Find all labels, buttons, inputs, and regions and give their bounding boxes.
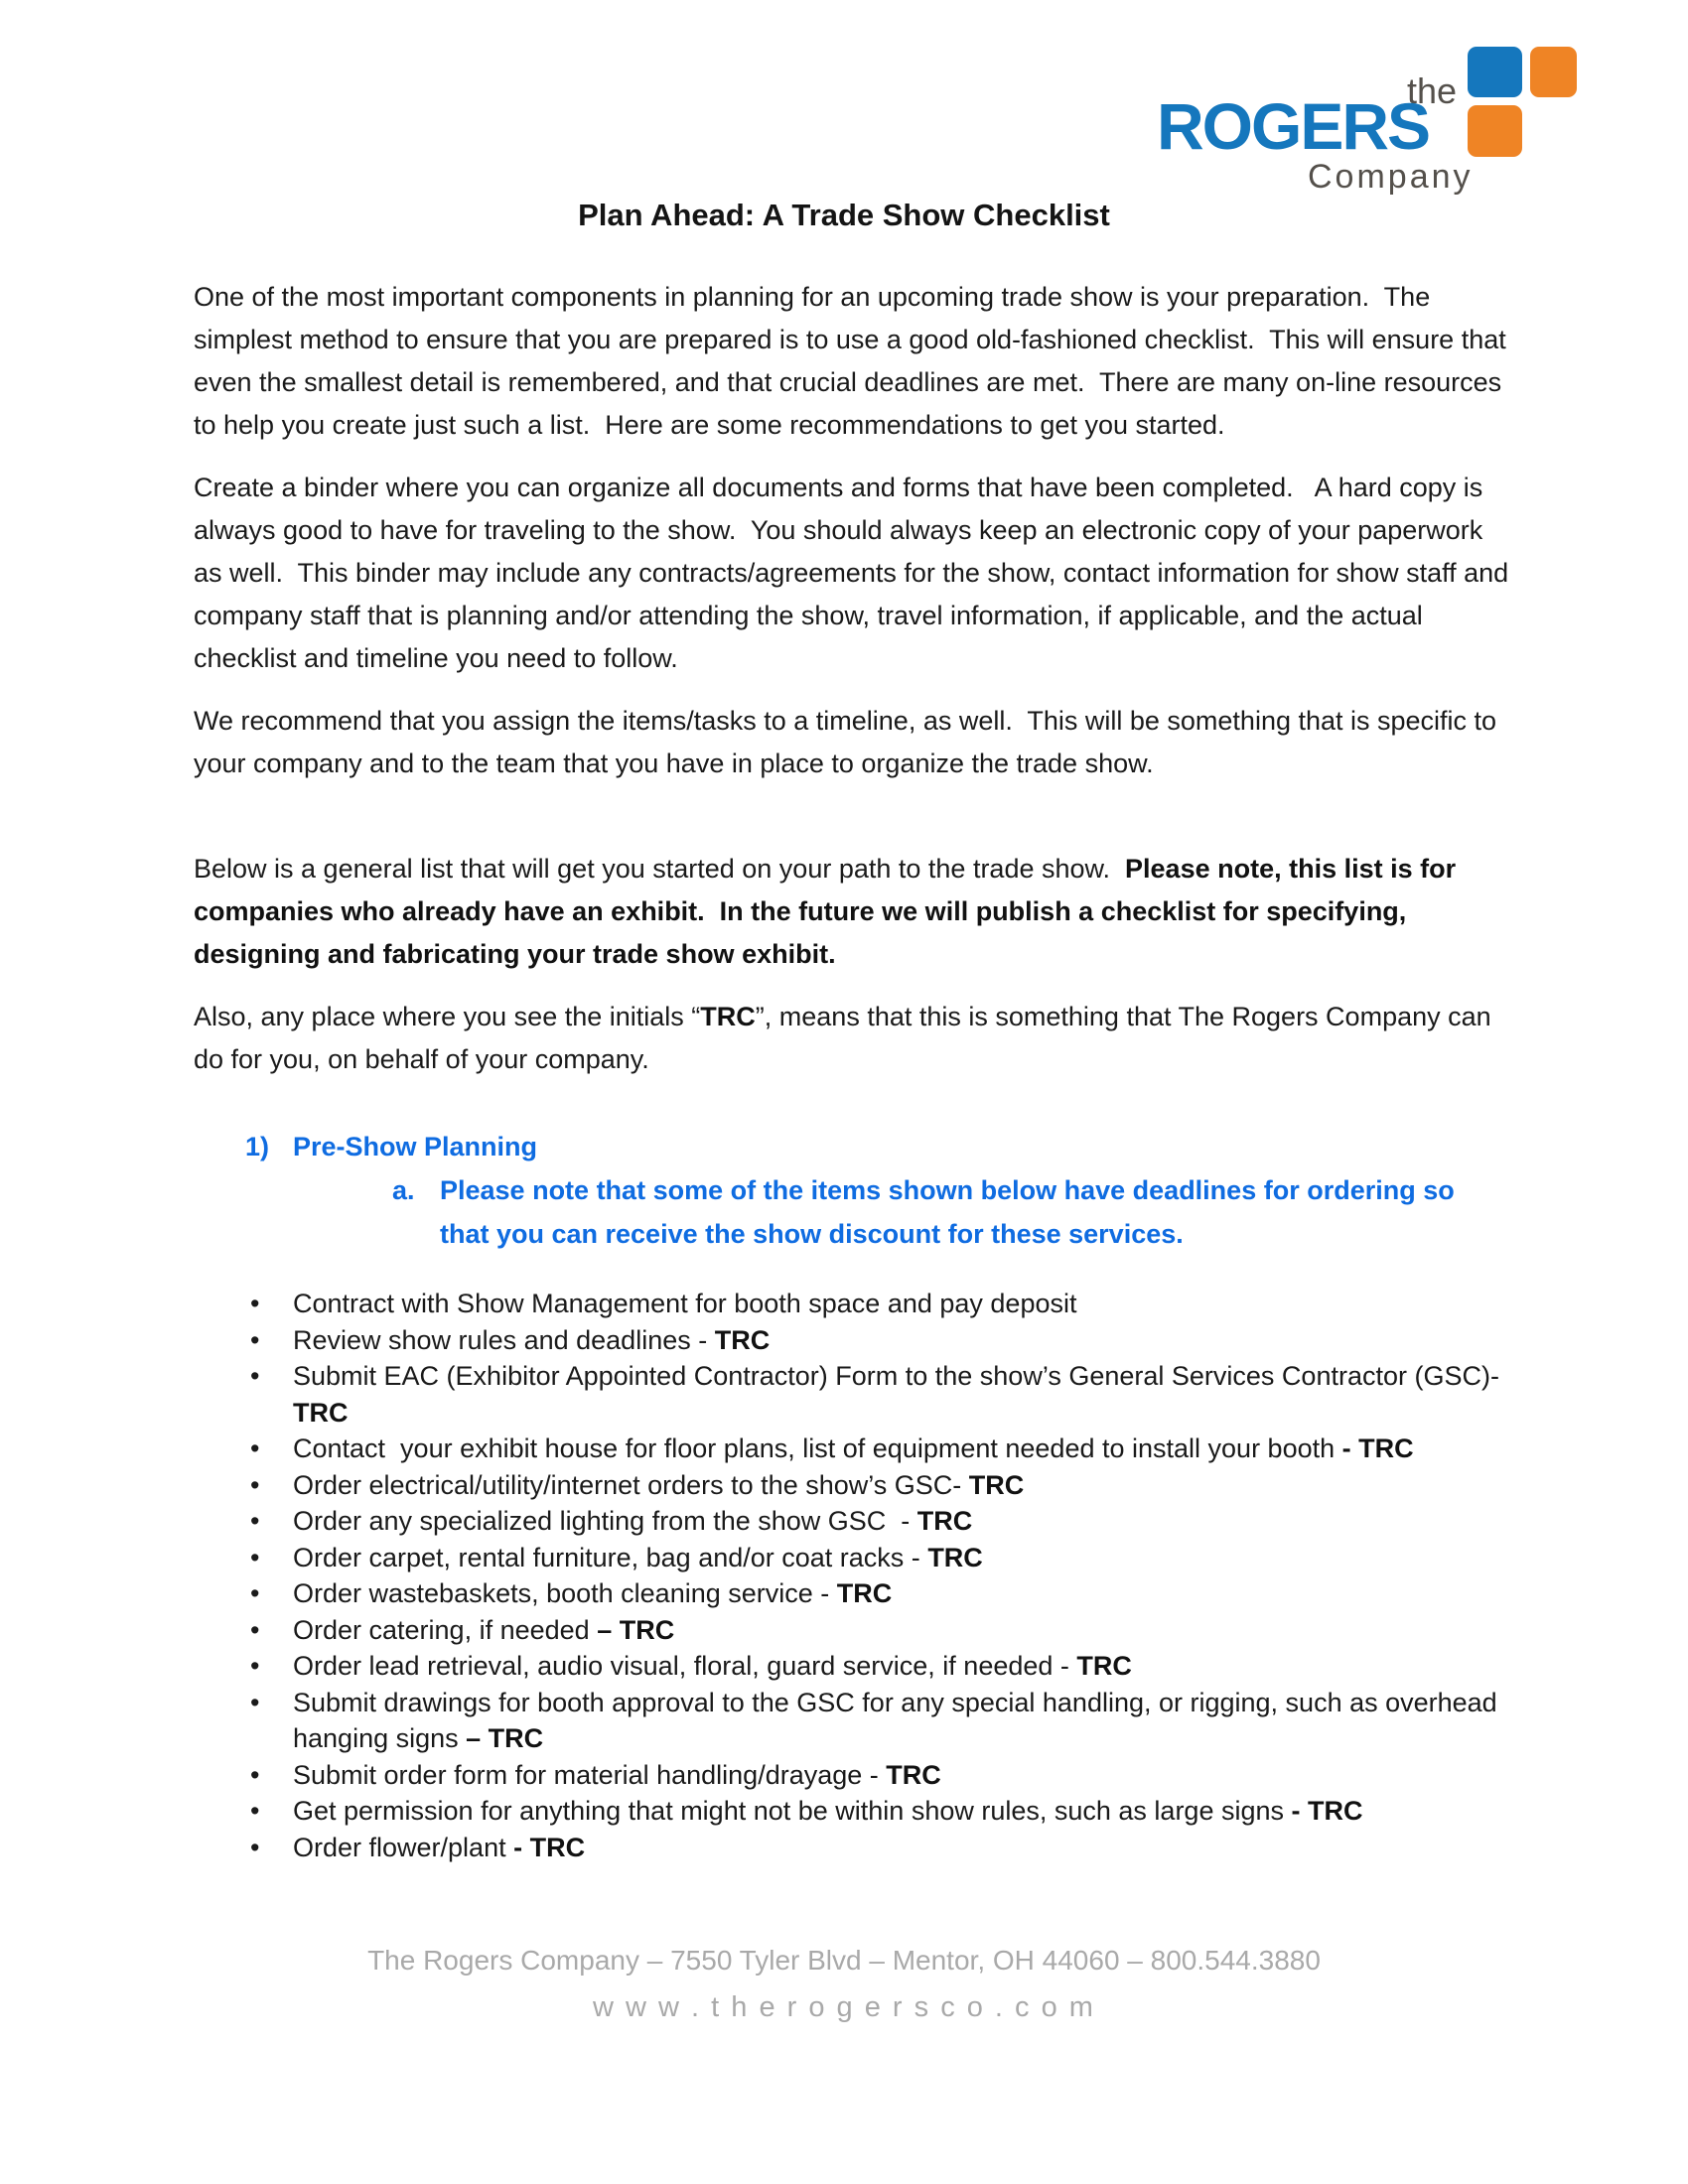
checklist-item-text: Order wastebaskets, booth cleaning service - (293, 1578, 837, 1608)
checklist-item-text: Review show rules and deadlines - (293, 1324, 715, 1355)
checklist-item-text: Order carpet, rental furniture, bag and/or coat racks - (293, 1542, 928, 1572)
checklist-item-text: Submit drawings for booth approval to the GSC for any special handling, or rigging, such as overhead hanging signs (293, 1687, 1505, 1753)
paragraph-intro: One of the most important components in planning for an upcoming trade show is your preparation. The simplest method to ensure that you are prepared is to use a good old-fashioned checklist. This will ensure that even the smallest detail is remembered, and that crucial deadlines are met. There are many on-line resources to help you create just such a list. Here are some recommendations to get you started. (194, 282, 1514, 440)
checklist-item-trc: TRC (836, 1578, 893, 1608)
paragraph-general-list-regular: Below is a general list that will get you started on your path to the trade show. (194, 854, 1126, 884)
checklist-item-trc: – TRC (597, 1614, 675, 1645)
paragraph-trc-note (194, 996, 1509, 1081)
paragraph-binder: Create a binder where you can organize all documents and forms that have been completed. A hard copy is always good to have for traveling to the show. You should always keep an electronic copy of your paperwork as well. This binder may include any contracts/agreements for the show, contact information for show staff and company staff that is planning and/or attending the show, travel information, if applicable, and the actual checklist and timeline you need to follow. (194, 473, 1516, 673)
trc-note-before: Also, any place where you see the initials “ (194, 1002, 701, 1031)
checklist-item-text: Order electrical/utility/internet orders to the show’s GSC- (293, 1469, 969, 1500)
page-footer (0, 1938, 1688, 2031)
section-subitem-a (392, 1168, 1509, 1256)
checklist-item-trc: TRC (714, 1324, 771, 1355)
checklist-item-trc: - TRC (1341, 1433, 1414, 1463)
logo-rogers-text: ROGERS (1157, 89, 1430, 163)
logo-blue-square-icon (1468, 47, 1522, 97)
checklist-item (248, 1793, 1539, 1830)
checklist-item (248, 1540, 1539, 1576)
rogers-company-logo (1137, 42, 1589, 201)
checklist-item-text: Contact your exhibit house for floor plans, list of equipment needed to install your booth (293, 1433, 1342, 1463)
checklist-item-text: Order lead retrieval, audio visual, floral, guard service, if needed - (293, 1651, 1077, 1681)
checklist-item (248, 1358, 1539, 1431)
pre-show-checklist (248, 1286, 1539, 1865)
paragraph-general-list (194, 848, 1509, 976)
checklist-item-text: Order flower/plant (293, 1832, 514, 1862)
page-title: Plan Ahead: A Trade Show Checklist (578, 198, 1110, 232)
footer-website: w w w . t h e r o g e r s c o . c o m (593, 1991, 1095, 2023)
checklist-item (248, 1322, 1539, 1359)
checklist-item (248, 1830, 1539, 1866)
checklist-item (248, 1575, 1539, 1612)
subitem-letter: a. (392, 1175, 415, 1205)
checklist-item-text: Get permission for anything that might not be within show rules, such as large signs (293, 1796, 1292, 1826)
checklist-item (248, 1612, 1539, 1649)
checklist-item-trc: TRC (916, 1506, 973, 1536)
checklist-item (248, 1757, 1539, 1794)
checklist-item (248, 1503, 1539, 1540)
checklist-item-trc: TRC (1076, 1651, 1132, 1681)
checklist-item-trc: - TRC (513, 1832, 586, 1862)
checklist-item-text: Order any specialized lighting from the show GSC - (293, 1506, 917, 1536)
checklist-item (248, 1467, 1539, 1504)
checklist-item (248, 1685, 1539, 1757)
checklist-item-text: Contract with Show Management for booth space and pay deposit (293, 1289, 1077, 1318)
checklist-item-trc: – TRC (466, 1723, 544, 1753)
checklist-item-trc: TRC (927, 1542, 983, 1572)
checklist-item (248, 1648, 1539, 1685)
subitem-text: Please note that some of the items shown below have deadlines for ordering so that you can receive the show discount for these services. (440, 1175, 1455, 1249)
trc-note-after: ”, means that this is something that The Rogers Company can do for you, on behalf of your company. (194, 1002, 1499, 1074)
logo-the-text: the (1407, 70, 1458, 111)
section-number: 1) (245, 1132, 270, 1161)
checklist-item-trc: TRC (968, 1469, 1025, 1500)
logo-company-text: Company (1308, 158, 1474, 196)
logo-orange-square-bottom-icon (1468, 105, 1522, 157)
checklist-item-text: Submit order form for material handling/drayage - (293, 1759, 887, 1790)
checklist-item-text: Submit EAC (Exhibitor Appointed Contractor) Form to the show’s General Services Contractor (GSC)- (293, 1361, 1514, 1391)
section-heading-pre-show-planning (245, 1125, 1509, 1168)
paragraph-timeline: We recommend that you assign the items/tasks to a timeline, as well. This will be something that is specific to your company and to the team that you have in place to organize the trade show. (194, 706, 1504, 778)
checklist-item-trc: TRC (293, 1397, 349, 1428)
checklist-item (248, 1431, 1539, 1467)
checklist-item-text: Order catering, if needed (293, 1614, 598, 1645)
document-body (194, 276, 1516, 1865)
trc-note-bold: TRC (700, 1002, 756, 1031)
footer-address: The Rogers Company – 7550 Tyler Blvd – Mentor, OH 44060 – 800.544.3880 (367, 1945, 1321, 1976)
section-heading-label: Pre-Show Planning (293, 1132, 538, 1161)
checklist-item (248, 1286, 1539, 1322)
checklist-item-trc: - TRC (1291, 1796, 1363, 1826)
checklist-item-trc: TRC (886, 1759, 941, 1790)
logo-orange-square-top-icon (1530, 47, 1577, 97)
paragraph-general-list-bold: Please note, this list is for companies who already have an exhibit. In the future we will publish a checklist for specifying, designing and fabricating your trade show exhibit. (194, 854, 1464, 969)
